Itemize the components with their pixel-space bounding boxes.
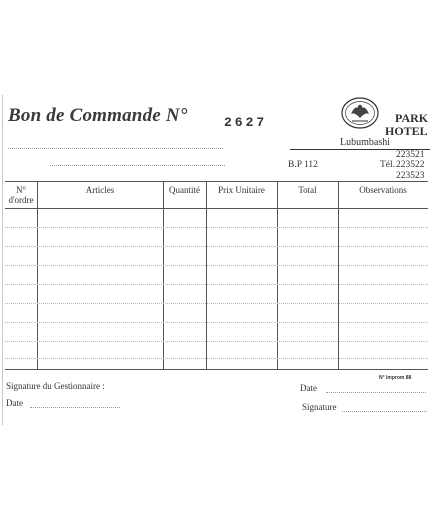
signature-label: Signature (302, 402, 337, 412)
order-table (5, 181, 428, 370)
column-header-quantity: Quantité (169, 185, 200, 195)
column-header-order-no: N° d'ordre (8, 185, 34, 205)
table-row (5, 358, 428, 359)
table-row (5, 227, 428, 228)
column-header-unit-price: Prix Unitaire (218, 185, 265, 195)
signature-field[interactable] (342, 411, 427, 412)
table-row (5, 284, 428, 285)
date-field-right[interactable] (326, 392, 426, 393)
table-row (5, 246, 428, 247)
column-header-articles: Articles (85, 185, 115, 195)
form-number: 2627 (224, 115, 268, 130)
form-title: Bon de Commande N° (8, 105, 188, 126)
hotel-name-line2: HOTEL (385, 124, 428, 138)
hotel-name-line1: PARK (395, 111, 429, 125)
table-border-bottom (5, 369, 428, 370)
postal-box: B.P 112 (288, 160, 318, 170)
column-header-total: Total (298, 185, 317, 195)
hotel-city: Lubumbashi (340, 137, 390, 148)
manager-signature-label: Signature du Gestionnaire : (6, 381, 105, 391)
printer-mark: N° Improm 88 (379, 375, 412, 381)
left-margin-line (2, 95, 3, 425)
dotted-line (8, 148, 223, 149)
table-header-separator (5, 208, 428, 209)
table-row (5, 322, 428, 323)
table-row (5, 265, 428, 266)
column-header-observations: Observations (359, 185, 407, 195)
dotted-line (50, 165, 225, 166)
table-border-top (5, 181, 428, 182)
hotel-logo-icon (340, 96, 380, 130)
date-label-right: Date (300, 383, 317, 393)
phone-number: 223522 (396, 160, 425, 170)
table-row (5, 341, 428, 342)
date-label-left: Date (6, 398, 23, 408)
phone-label: Tél. (380, 160, 396, 170)
phone-number: 223523 (396, 171, 425, 181)
table-row (5, 303, 428, 304)
date-field-left[interactable] (30, 407, 120, 408)
phone-number: 223521 (396, 150, 425, 160)
